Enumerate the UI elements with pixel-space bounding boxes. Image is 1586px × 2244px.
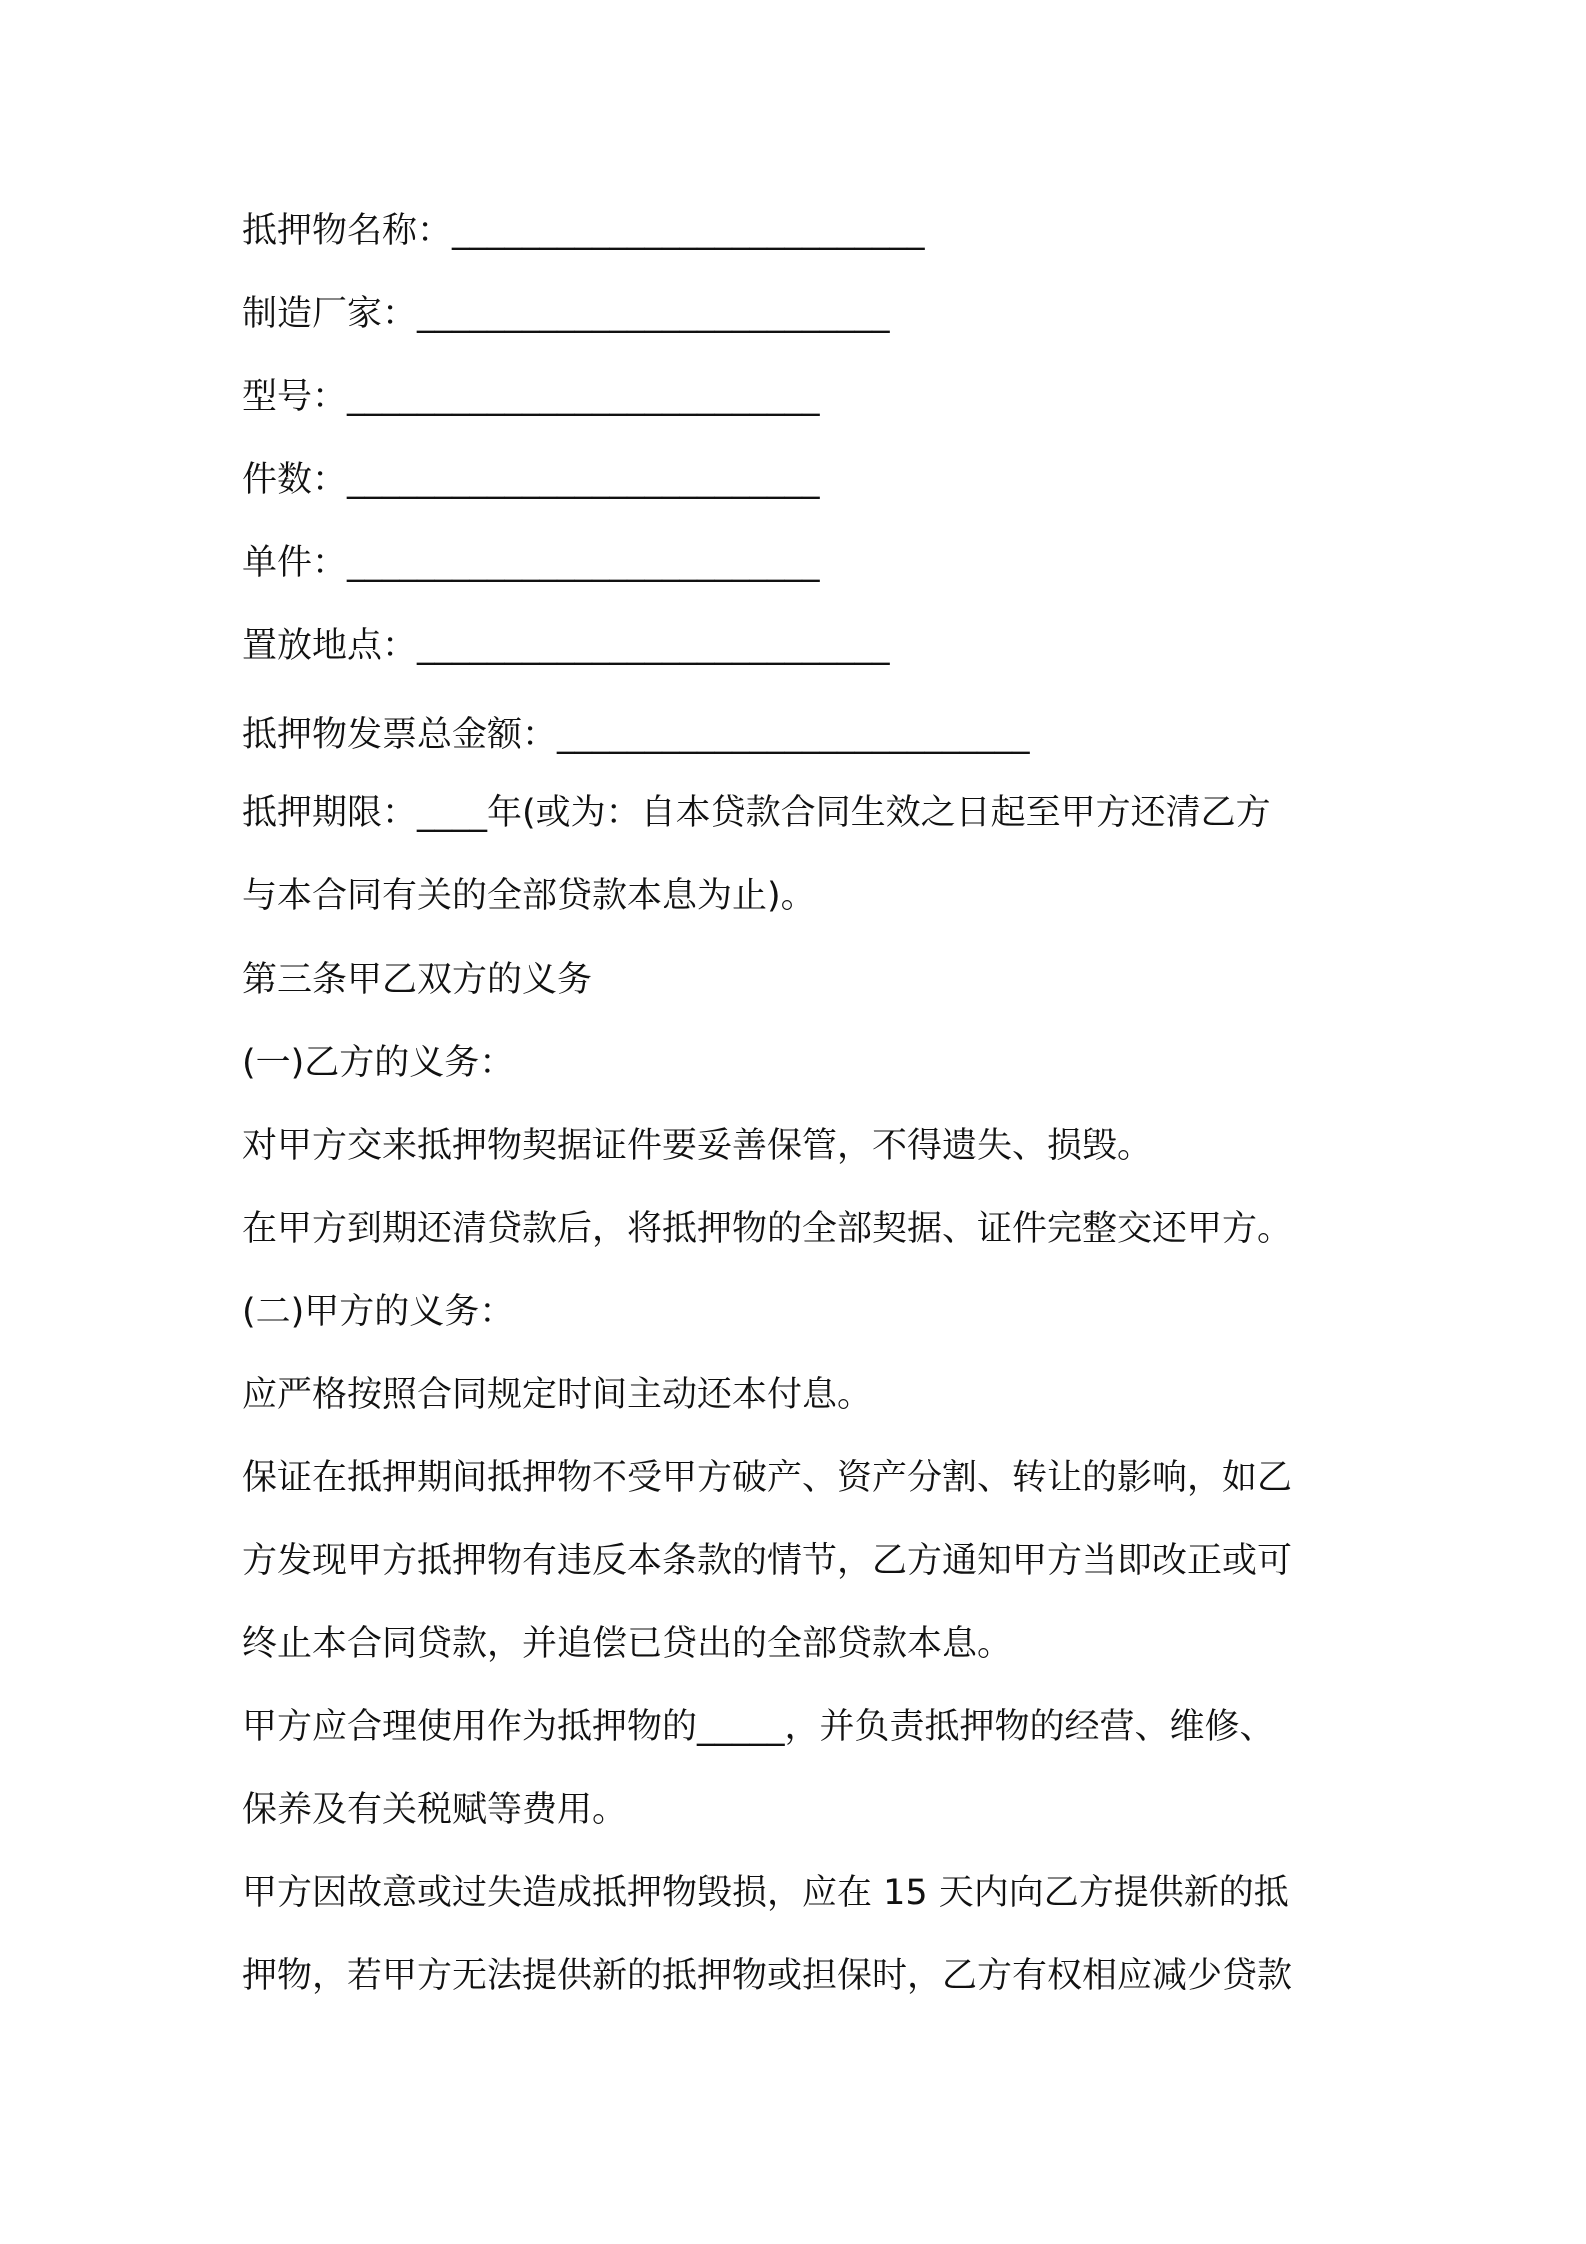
paragraph-line: 押物，若甲方无法提供新的抵押物或担保时，乙方有权相应减少贷款 bbox=[242, 1956, 1293, 1996]
field-quantity bbox=[242, 456, 820, 504]
field-label: 抵押物名称： bbox=[242, 211, 453, 251]
field-collateral-name bbox=[242, 207, 925, 255]
paragraph-line: 甲方因故意或过失造成抵押物毁损，应在 15 天内向乙方提供新的抵 bbox=[242, 1873, 1289, 1913]
field-blank[interactable]: ___________________________ bbox=[347, 377, 820, 417]
paragraph-line: 与本合同有关的全部贷款本息为止)。 bbox=[242, 876, 816, 916]
paragraph-line: 抵押期限：____年(或为：自本贷款合同生效之日起至甲方还清乙方 bbox=[242, 793, 1271, 833]
paragraph-line: 甲方应合理使用作为抵押物的_____，并负责抵押物的经营、维修、 bbox=[242, 1707, 1275, 1747]
field-blank[interactable]: ___________________________ bbox=[452, 211, 925, 251]
paragraph-line: 对甲方交来抵押物契据证件要妥善保管，不得遗失、损毁。 bbox=[242, 1126, 1153, 1166]
field-model bbox=[242, 373, 820, 421]
field-label: 制造厂家： bbox=[242, 294, 418, 334]
paragraph-line: 方发现甲方抵押物有违反本条款的情节，乙方通知甲方当即改正或可 bbox=[242, 1541, 1293, 1581]
subsection-heading: (一)乙方的义务： bbox=[242, 1043, 515, 1083]
field-invoice-total bbox=[242, 711, 1030, 759]
paragraph-line: 应严格按照合同规定时间主动还本付息。 bbox=[242, 1375, 873, 1415]
field-label: 置放地点： bbox=[242, 626, 418, 666]
field-location bbox=[242, 622, 890, 670]
field-blank[interactable]: ___________________________ bbox=[417, 626, 890, 666]
field-label: 抵押物发票总金额： bbox=[242, 715, 558, 755]
field-manufacturer bbox=[242, 290, 890, 338]
field-blank[interactable]: ___________________________ bbox=[557, 715, 1030, 755]
field-label: 单件： bbox=[242, 543, 348, 583]
field-blank[interactable]: ___________________________ bbox=[347, 460, 820, 500]
field-label: 件数： bbox=[242, 460, 348, 500]
field-label: 型号： bbox=[242, 377, 348, 417]
field-blank[interactable]: ___________________________ bbox=[417, 294, 890, 334]
field-blank[interactable]: ___________________________ bbox=[347, 543, 820, 583]
subsection-heading: (二)甲方的义务： bbox=[242, 1292, 515, 1332]
paragraph-line: 保证在抵押期间抵押物不受甲方破产、资产分割、转让的影响，如乙 bbox=[242, 1458, 1293, 1498]
field-unit-item bbox=[242, 539, 820, 587]
paragraph-line: 保养及有关税赋等费用。 bbox=[242, 1790, 628, 1830]
section-heading: 第三条甲乙双方的义务 bbox=[242, 960, 593, 1000]
paragraph-line: 在甲方到期还清贷款后，将抵押物的全部契据、证件完整交还甲方。 bbox=[242, 1209, 1293, 1249]
paragraph-line: 终止本合同贷款，并追偿已贷出的全部贷款本息。 bbox=[242, 1624, 1013, 1664]
